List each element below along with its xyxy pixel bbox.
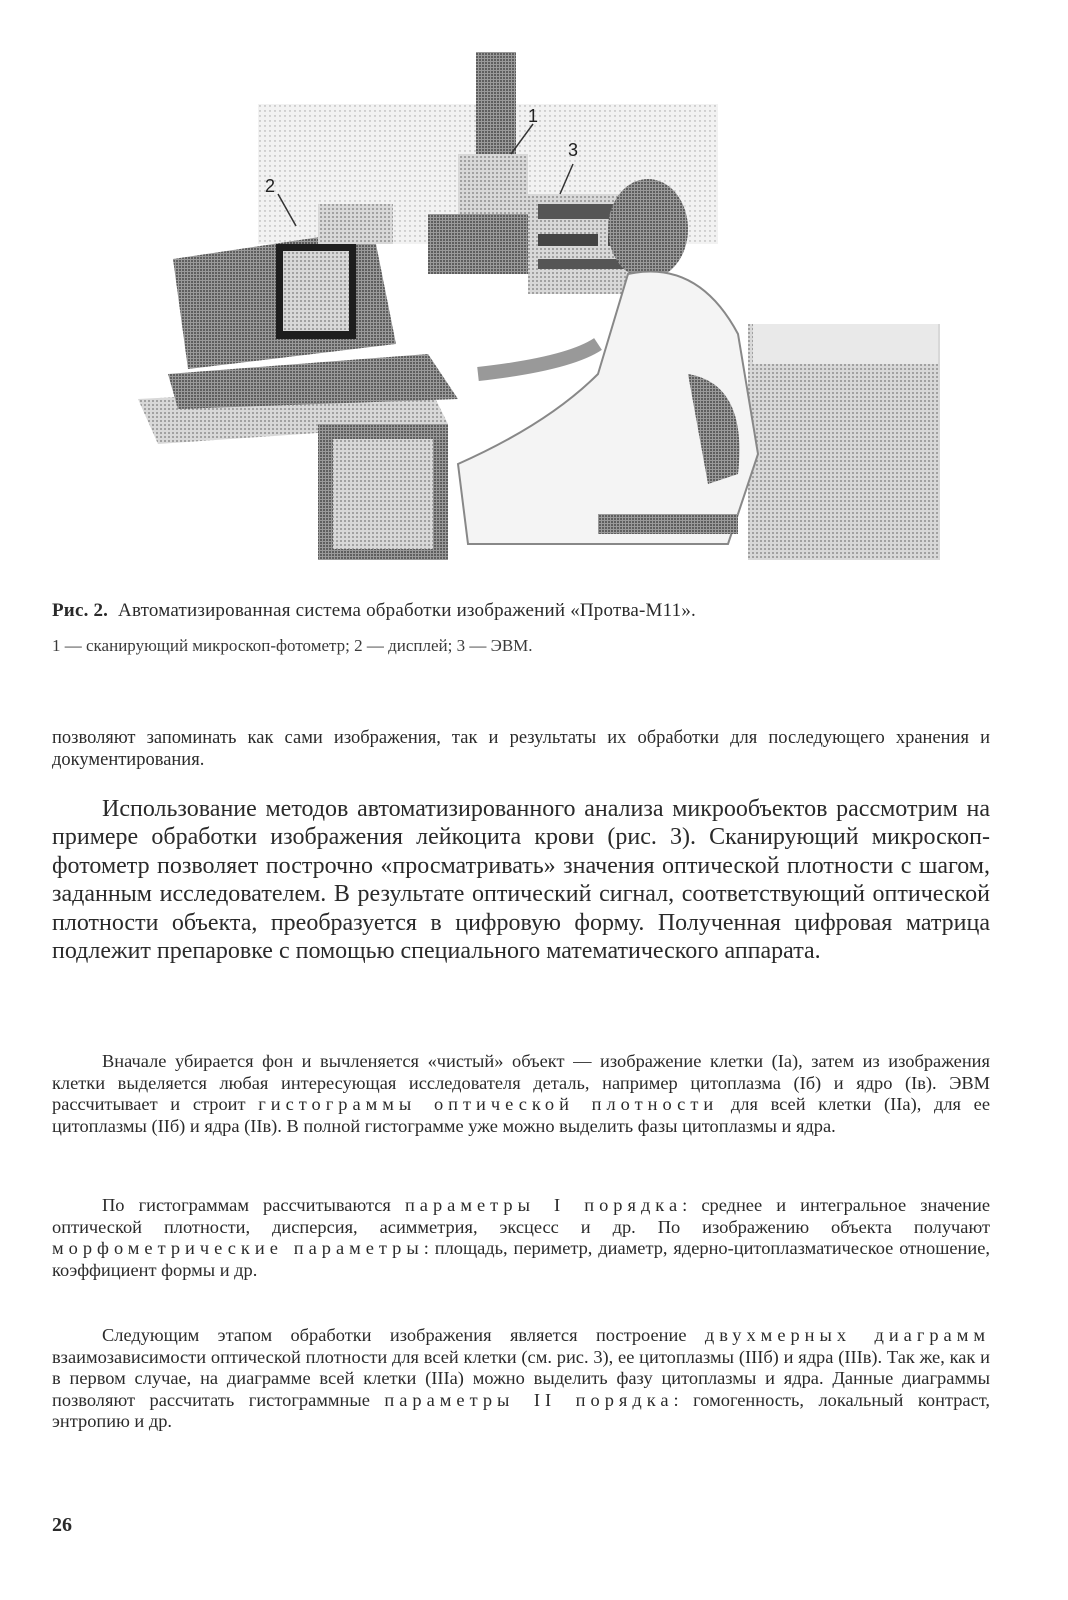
paragraph-diagrams: [52, 1325, 990, 1433]
para3-text-c: взаимозависимости оптической плотности для всей клетки (см. рис. 3), ее цитоплазмы (IIIб) и ядра (IIIв). Так же, как и в первом случае, на диаграмме всей клетки (IIIа) можно выделить фазу цитоплазмы и ядра. Данные диаграммы позволяют рассчитать гистограммные: [52, 1346, 990, 1410]
para3-emph-2: параметры II порядка: [384, 1389, 674, 1410]
para2-text-e: : площадь, периметр, диаметр, ядерно-цитоплазматическое отношение, коэффициент формы и др.: [52, 1238, 990, 1280]
para2-text-c: : среднее и интегральное значение оптической плотности, дисперсия, асимметрия, эксцесс и др. По изображению объекта получают: [52, 1195, 990, 1237]
paragraph-parameters: [52, 1195, 990, 1281]
para3-emph-1: двухмерных диаграмм: [704, 1325, 990, 1345]
main-paragraph: Использование методов автоматизированного анализа микрообъектов рассмотрим на примере обработки изображения лейкоцита крови (рис. 3). Сканирующий микроскоп-фотометр позволяет построчно «просматривать» значения оптической плотности с шагом, заданным исследователем. В результате оптический сигнал, соответствующий оптической плотности объекта, преобразуется в цифровую форму. Полученная цифровая матрица подлежит препаровке с помощью специального математического аппарата.: [52, 796, 990, 965]
callout-3: 3: [568, 140, 579, 160]
page-number: 26: [52, 1514, 72, 1536]
para3-text-a: Следующим этапом обработки изображения является построение: [102, 1325, 705, 1345]
para2-emph-1: параметры I порядка: [404, 1195, 683, 1215]
para1-emph: гистограммы оптической плотности: [258, 1094, 719, 1115]
callout-1: 1: [528, 106, 539, 126]
para1-text-a: Вначале убирается фон и вычленяется «чистый» объект — изображение клетки (Iа), затем из изображения клетки выделяется любая интересующая исследователя деталь, например цитоплазма (Iб) и ядро (Iв). ЭВМ рассчитывает и строит: [52, 1051, 990, 1115]
figure-photo: [128, 44, 940, 560]
paragraph-histograms: [52, 1051, 990, 1137]
para3-text-e: : гомогенность, локальный контраст, энтропию и др.: [52, 1389, 990, 1432]
para2-emph-2: морфометрические параметры: [52, 1238, 424, 1259]
figure-legend: 1 — сканирующий микроскоп-фотометр; 2 — дисплей; 3 — ЭВМ.: [52, 636, 533, 655]
para2-text-a: По гистограммам рассчитываются: [102, 1195, 405, 1215]
intro-paragraph: позволяют запоминать как сами изображения, так и результаты их обработки для последующего хранения и документирования.: [52, 728, 990, 770]
callout-2: 2: [265, 176, 276, 196]
caption-text: Автоматизированная система обработки изображений «Протва-М11».: [118, 600, 696, 621]
photo-of-workstation-icon: [128, 44, 940, 560]
figure-caption: [52, 600, 992, 622]
para1-text-c: для всей клетки (IIа), для ее цитоплазмы (IIб) и ядра (IIв). В полной гистограмме уже можно выделить фазы цитоплазмы и ядра.: [52, 1094, 990, 1136]
caption-label: Рис. 2.: [52, 600, 109, 621]
